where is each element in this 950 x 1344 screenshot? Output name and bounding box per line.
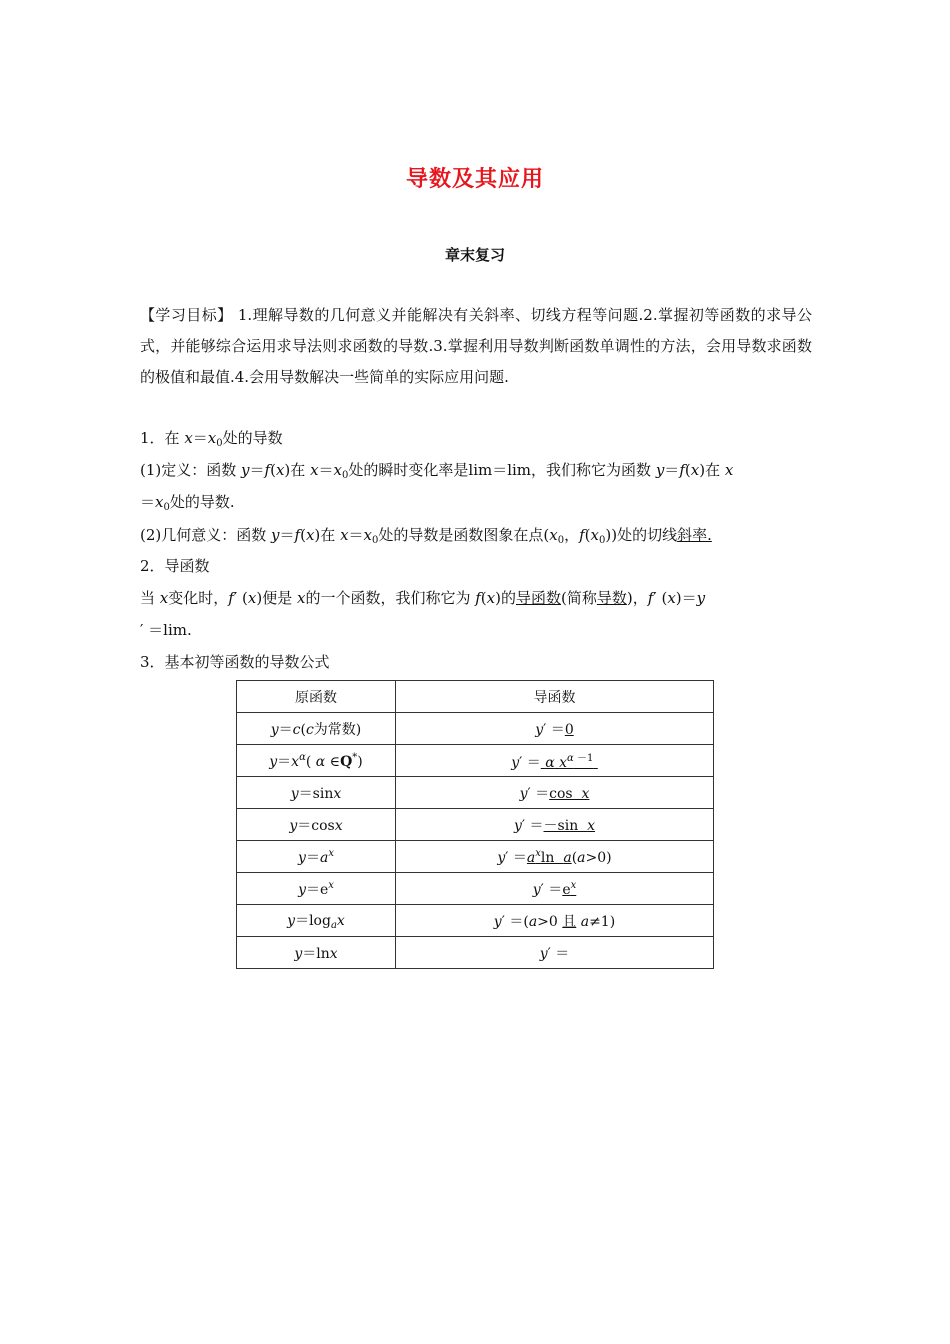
original-function-cell: y＝cosx [237, 809, 396, 841]
original-function-cell: $y=x^\alpha$( α ∈Q*) [237, 745, 396, 777]
geometric-meaning-line: (2)几何意义：函数 y＝f(x)在 $x=x_0$处的导数是函数图象在点($x_0$，$f(x_0)$)处的切线斜率. [140, 526, 712, 546]
original-function-cell: y＝lnx [237, 937, 396, 969]
derivative-cell: $y' =e^x$ [396, 873, 714, 905]
definition-line: (1)定义：函数 y＝f(x)在 $x=x_0$处的瞬时变化率是lim＝lim，我们称它为函数 y＝f(x)在 x [140, 461, 734, 481]
derivative-function-line-2: ′ ＝lim. [140, 621, 192, 639]
table-row [237, 777, 714, 809]
original-function-cell: $y=\log_ax$ [237, 905, 396, 937]
page-title: 导数及其应用 [405, 167, 544, 192]
table-row [237, 905, 714, 937]
table-row [237, 809, 714, 841]
table-header-row [237, 681, 714, 713]
original-function-cell: $y=a^x$ [237, 841, 396, 873]
derivative-cell: y′ ＝ [396, 937, 714, 969]
answer-derivative: 导数 [596, 589, 627, 607]
learning-goals [140, 300, 812, 393]
derivative-cell: $y' =a^x\ln$ a(a>0) [396, 841, 714, 873]
answer-derivative-function: 导函数 [515, 589, 561, 607]
derivative-cell: y′ ＝(a>0 且 a≠1) [396, 905, 714, 937]
definition-line-2: $=x_0$处的导数. [140, 493, 235, 513]
original-function-cell: $y=e^x$ [237, 873, 396, 905]
header-derivative-function: 导函数 [396, 681, 714, 713]
derivative-cell: y′ ＝cos x [396, 777, 714, 809]
table-row [237, 713, 714, 745]
original-function-cell: y＝sinx [237, 777, 396, 809]
table-row [237, 937, 714, 969]
derivative-function-line: 当 x变化时，f′ (x)便是 x的一个函数，我们称它为 f(x)的导函数(简称导数)，f′ (x)＝y [140, 589, 706, 607]
learning-goals-text: 1.理解导数的几何意义并能解决有关斜率、切线方程等问题.2.掌握初等函数的求导公式，并能够综合运用求导法则求函数的导数.3.掌握利用导数判断函数单调性的方法，会用导数求函数的极值和最值.4.会用导数解决一些简单的实际应用问题. [140, 306, 812, 386]
section2-heading: 2．导函数 [140, 557, 210, 575]
derivative-formula-table [236, 680, 714, 969]
answer-slope: 斜率. [677, 526, 712, 544]
derivative-cell: y′ ＝0 [396, 713, 714, 745]
derivative-cell: y′ ＝－sin x [396, 809, 714, 841]
section1-heading: 1．在 $x=x_0$处的导数 [140, 429, 283, 449]
original-function-cell: y＝c(c为常数) [237, 713, 396, 745]
section3-heading: 3．基本初等函数的导数公式 [140, 653, 330, 671]
table-row [237, 873, 714, 905]
table-row [237, 745, 714, 777]
learning-goals-label: 【学习目标】 [140, 306, 233, 324]
table-row [237, 841, 714, 873]
section-subtitle: 章末复习 [444, 246, 505, 264]
derivative-cell: y′ ＝ α $x^{\alpha -1}$ [396, 745, 714, 777]
header-original-function: 原函数 [237, 681, 396, 713]
